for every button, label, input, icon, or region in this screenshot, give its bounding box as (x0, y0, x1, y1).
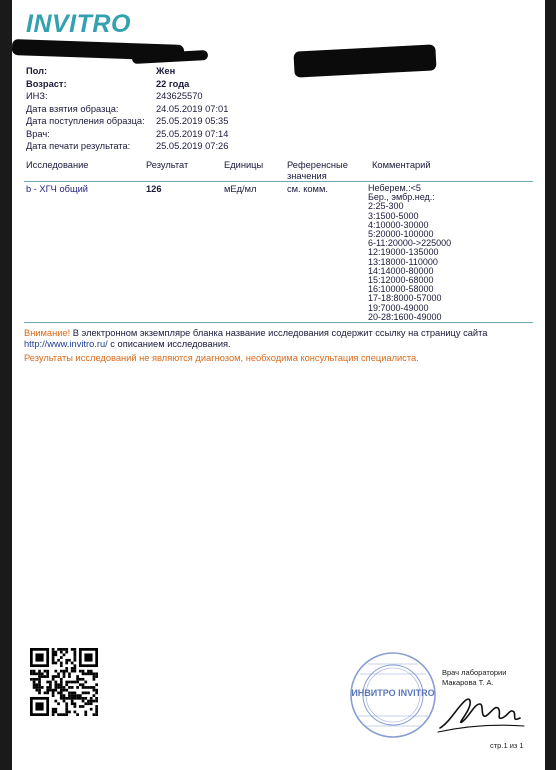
test-name-link[interactable]: b - ХГЧ общий (26, 184, 88, 194)
receipt-date-value: 25.05.2019 05:35 (156, 116, 229, 126)
receipt-date-label: Дата поступления образца: (26, 116, 145, 126)
invitro-logo: INVITRO (26, 10, 131, 38)
col-header-test: Исследование (26, 160, 89, 170)
reference-value: см. комм. (287, 184, 328, 194)
table-header-divider (24, 181, 533, 182)
reference-comments (368, 184, 451, 322)
comment-line: 19:7000-49000 (368, 302, 429, 313)
report-sheet (12, 0, 545, 770)
result-units: мЕд/мл (224, 184, 257, 194)
comment-line: Бер., эмбр.нед.: (368, 192, 435, 203)
handwritten-signature (436, 688, 526, 736)
comment-line: 5:20000-100000 (368, 229, 434, 240)
comment-line: 13:18000-110000 (368, 256, 438, 267)
sex-label: Пол: (26, 66, 48, 76)
comment-line: 20-28:1600-49000 (368, 311, 442, 322)
comment-line: 2:25-300 (368, 201, 404, 212)
disclaimer-note: Результаты исследований не являются диагнозом, необходима консультация специалиста. (24, 353, 419, 363)
result-value: 126 (146, 184, 162, 194)
comment-line: 17-18:8000-57000 (368, 293, 442, 304)
col-header-reference-line2: значения (287, 171, 327, 181)
doctor-label: Врач: (26, 128, 50, 139)
attention-text: В электронном экземпляре бланка название исследования содержит ссылку на страницу сайта (70, 328, 488, 338)
sample-date-label: Дата взятия образца: (26, 103, 119, 114)
comment-line: 3:1500-5000 (368, 210, 419, 221)
signatory (442, 668, 506, 687)
comment-line: 16:10000-58000 (368, 284, 434, 295)
qr-code (30, 648, 98, 716)
redacted-address (293, 44, 436, 77)
comment-line: Неберем.:<5 (368, 183, 421, 193)
age-value: 22 года (156, 78, 190, 89)
comment-line: 15:12000-68000 (368, 275, 434, 286)
comment-line: 14:14000-80000 (368, 265, 434, 276)
col-header-units: Единицы (224, 160, 264, 170)
attention-note (24, 328, 487, 340)
inz-label: ИНЗ: (26, 91, 48, 101)
col-header-result: Результат (146, 160, 189, 170)
comment-line: 6-11:20000->225000 (368, 238, 452, 249)
sample-date-value: 24.05.2019 07:01 (156, 103, 229, 114)
print-date-value: 25.05.2019 07:26 (156, 141, 229, 151)
signatory-name: Макарова Т. А. (442, 677, 494, 687)
col-header-reference (287, 160, 348, 182)
invitro-site-link[interactable]: http://www.invitro.ru/ (24, 339, 108, 349)
sex-value: Жен (156, 66, 176, 76)
signatory-role: Врач лаборатории (442, 668, 507, 677)
attention-note-line2 (24, 339, 231, 351)
table-bottom-divider (24, 322, 533, 323)
attention-label: Внимание! (24, 328, 71, 338)
age-label: Возраст: (26, 78, 67, 89)
attention-text-cont: с описанием исследования. (107, 339, 231, 349)
stamp-text: ИНВИТРО INVITRO (351, 688, 435, 698)
lab-stamp (348, 650, 438, 740)
comment-line: 4:10000-30000 (368, 219, 429, 230)
comment-line: 12:19000-135000 (368, 247, 439, 258)
col-header-comment: Комментарий (372, 160, 431, 170)
doctor-value: 25.05.2019 07:14 (156, 128, 229, 139)
col-header-reference-line1: Референсные (287, 160, 348, 170)
page-number: стр.1 из 1 (490, 741, 524, 750)
print-date-label: Дата печати результата: (26, 141, 131, 151)
inz-value: 243625570 (156, 91, 203, 101)
